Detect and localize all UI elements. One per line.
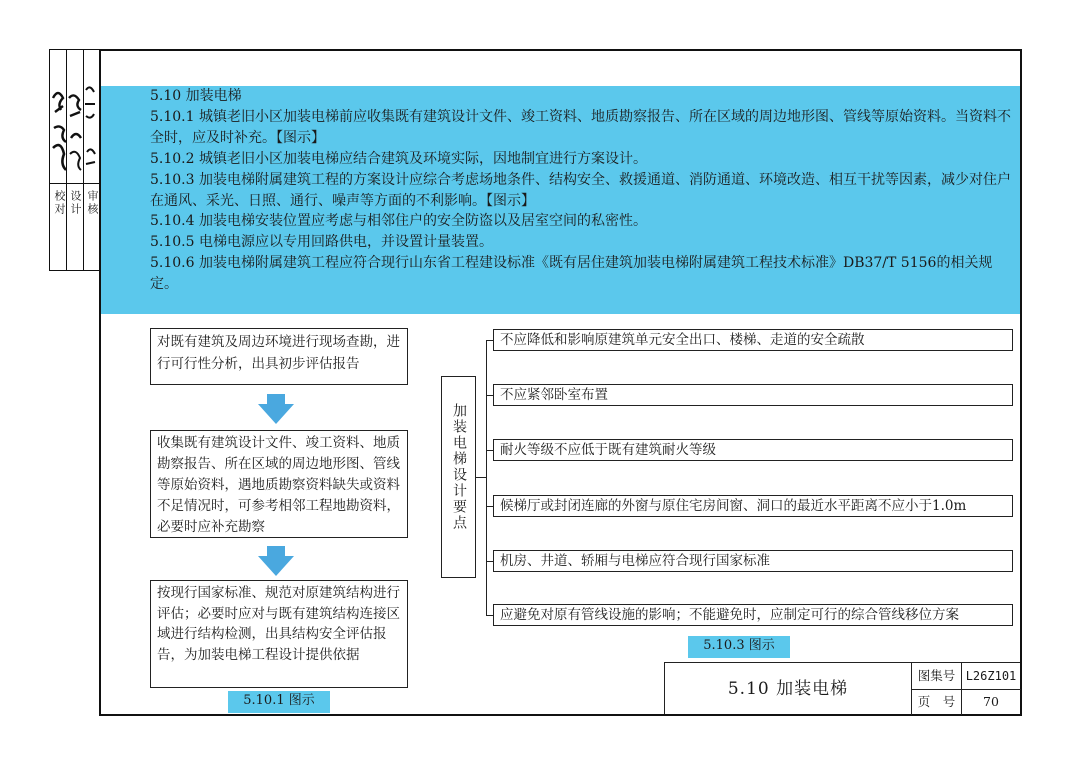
requirement-item: 机房、井道、轿厢与电梯应符合现行国家标准 — [493, 550, 1013, 572]
spec-item: 5.10.4 加装电梯安装位置应考虑与相邻住户的安全防盗以及居室空间的私密性。 — [150, 213, 647, 230]
atlas-label: 图集号 — [917, 668, 956, 683]
spec-item: 5.10.6 加装电梯附属建筑工程应符合现行山东省工程建设标准《既有居住建筑加装电梯附属建筑工程技术标准》DB37/T 5156的相关规定。 — [150, 255, 993, 293]
center-label-box — [441, 376, 476, 578]
flow-step-2: 收集既有建筑设计文件、竣工资料、地质勘察报告、所在区域的周边地形图、管线等原始资料，遇地质勘察资料缺失或资料不足情况时，可参考相邻工程地勘资料，必要时应补充勘察 — [150, 430, 408, 538]
requirement-item: 耐火等级不应低于既有建筑耐火等级 — [493, 439, 1013, 461]
spec-item: 5.10.1 城镇老旧小区加装电梯前应收集既有建筑设计文件、竣工资料、地质勘察报告、所在区域的周边地形图、管线等原始资料。当资料不全时，应及时补充。【图示】 — [150, 108, 1011, 146]
spec-heading: 5.10 加装电梯 — [150, 88, 242, 104]
center-label: 加装电梯设计要点 — [451, 403, 467, 531]
title-block-title: 5.10 加装电梯 — [727, 679, 849, 699]
spec-item: 5.10.3 加装电梯附属建筑工程的方案设计应综合考虑场地条件、结构安全、救援通道、消防通道、环境改造、相互干扰等因素，减少对住户在通风、采光、日照、通行、噪声等方面的不利影响。【图示】 — [150, 171, 1011, 209]
page-number: 70 — [983, 694, 999, 709]
label-proofread: 校对 — [53, 190, 66, 216]
requirement-item: 候梯厅或封闭连廊的外窗与原住宅房间窗、洞口的最近水平距离不应小于1.0m — [493, 495, 1013, 517]
down-arrow-icon — [258, 394, 294, 424]
bracket-line — [486, 340, 487, 615]
requirement-item: 不应紧邻卧室布置 — [493, 384, 1013, 406]
connector — [476, 477, 486, 478]
signature-column — [49, 49, 99, 271]
caption-5-10-1: 5.10.1 图示 — [228, 691, 330, 713]
label-design: 设计 — [69, 190, 82, 216]
flow-step-1: 对既有建筑及周边环境进行现场查勘，进行可行性分析，出具初步评估报告 — [150, 328, 408, 385]
atlas-number: L26Z101 — [965, 669, 1017, 683]
spec-text — [150, 86, 1015, 295]
requirement-item: 不应降低和影响原建筑单元安全出口、楼梯、走道的安全疏散 — [493, 329, 1013, 351]
title-block — [664, 662, 1020, 714]
flow-step-3: 按现行国家标准、规范对原建筑结构进行评估；必要时应对与既有建筑结构连接区域进行结构检测，出具结构安全评估报告，为加装电梯工程设计提供依据 — [150, 580, 408, 688]
page-label: 页 号 — [917, 694, 956, 709]
down-arrow-icon — [258, 546, 294, 576]
signature-marks — [50, 68, 100, 183]
requirement-item: 应避免对原有管线设施的影响；不能避免时，应制定可行的综合管线移位方案 — [493, 604, 1013, 626]
spec-item: 5.10.5 电梯电源应以专用回路供电，并设置计量装置。 — [150, 234, 493, 251]
label-review: 审核 — [86, 190, 99, 216]
caption-5-10-3: 5.10.3 图示 — [688, 636, 790, 658]
spec-item: 5.10.2 城镇老旧小区加装电梯应结合建筑及环境实际，因地制宜进行方案设计。 — [150, 150, 647, 167]
